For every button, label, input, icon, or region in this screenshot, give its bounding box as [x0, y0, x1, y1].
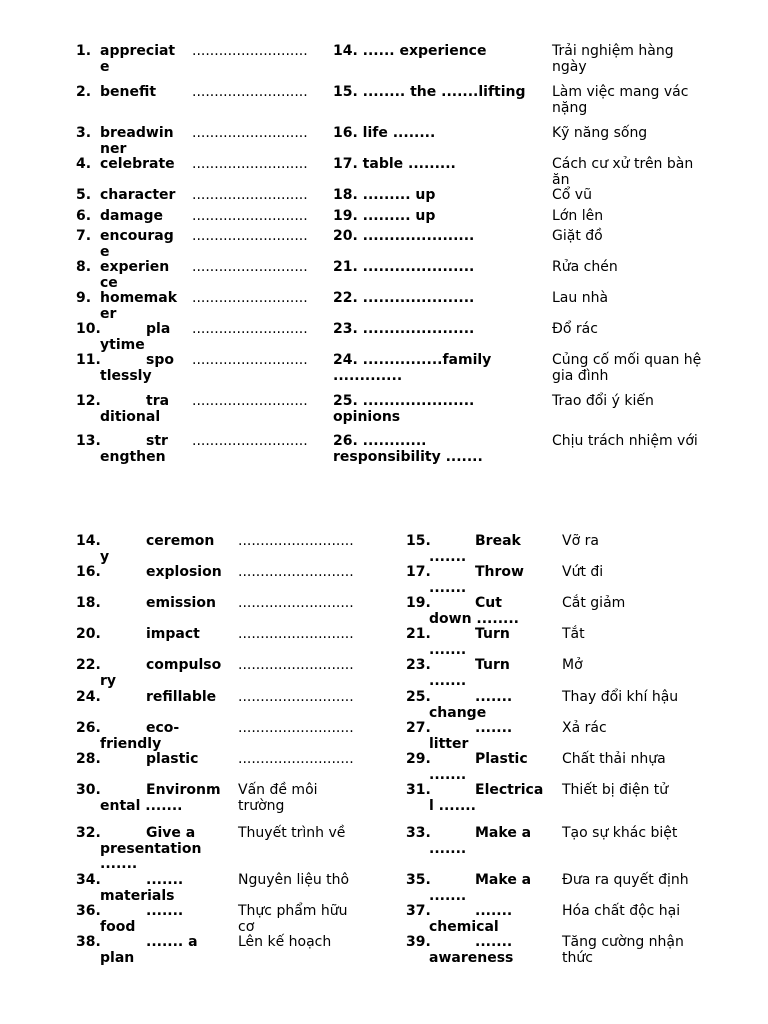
vocab-word: benefit: [100, 84, 157, 100]
meaning: Tăng cường nhận thức: [562, 934, 684, 966]
phrase: Make a .......: [429, 872, 532, 904]
item-number: 31.: [406, 782, 431, 798]
item-number: 30.: [76, 782, 101, 798]
item-number: 14.: [76, 533, 101, 549]
vocab-word: eco- friendly: [100, 720, 180, 752]
answer-blank: ..........................: [192, 352, 308, 368]
phrase: ....... change: [429, 689, 513, 721]
meaning: Chịu trách nhiệm với: [552, 433, 698, 449]
item-number: 28.: [76, 751, 101, 767]
item-number: 37.: [406, 903, 431, 919]
meaning: Cách cư xử trên bàn ăn: [552, 156, 694, 188]
meaning: Tạo sự khác biệt: [562, 825, 678, 841]
item-number: 17.: [406, 564, 431, 580]
item-number: 4.: [76, 156, 92, 172]
answer-blank: ..........................: [238, 533, 354, 549]
answer-blank: ..........................: [192, 259, 308, 275]
vocab-word: character: [100, 187, 176, 203]
meaning: Vứt đi: [562, 564, 604, 580]
item-number: 26.: [76, 720, 101, 736]
phrase: 23. .....................: [333, 321, 475, 337]
item-number: 36.: [76, 903, 101, 919]
item-number: 6.: [76, 208, 92, 224]
answer-blank: ..........................: [192, 433, 308, 449]
item-number: 1.: [76, 43, 92, 59]
vocab-word: celebrate: [100, 156, 175, 172]
item-number: 24.: [76, 689, 101, 705]
meaning: Mở: [562, 657, 583, 673]
phrase: 21. .....................: [333, 259, 475, 275]
meaning: Cắt giảm: [562, 595, 626, 611]
meaning: Đưa ra quyết định: [562, 872, 689, 888]
answer-blank: ..........................: [192, 84, 308, 100]
vocab-word: spo tlessly: [100, 352, 174, 384]
item-number: 20.: [76, 626, 101, 642]
meaning: Trải nghiệm hàng ngày: [552, 43, 674, 75]
vocab-word: emission: [146, 595, 216, 611]
item-number: 18.: [76, 595, 101, 611]
item-number: 7.: [76, 228, 92, 244]
item-number: 29.: [406, 751, 431, 767]
phrase: 20. .....................: [333, 228, 475, 244]
vocab-word: refillable: [146, 689, 217, 705]
meaning: Hóa chất độc hại: [562, 903, 681, 919]
item-number: 16.: [76, 564, 101, 580]
phrase: ....... chemical: [429, 903, 513, 935]
phrase: Throw .......: [429, 564, 524, 596]
vocab-word: tra ditional: [100, 393, 170, 425]
item-number: 33.: [406, 825, 431, 841]
item-number: 11.: [76, 352, 101, 368]
phrase: Turn .......: [429, 657, 510, 689]
answer-blank: ..........................: [238, 657, 354, 673]
meaning: Lớn lên: [552, 208, 604, 224]
answer-blank: ..........................: [238, 564, 354, 580]
item-number: 13.: [76, 433, 101, 449]
item-number: 5.: [76, 187, 92, 203]
phrase: Cut down ........: [429, 595, 519, 627]
phrase: 15. ........ the .......lifting: [333, 84, 526, 100]
answer-blank: ..........................: [192, 208, 308, 224]
vocab-word: impact: [146, 626, 200, 642]
phrase: Break .......: [429, 533, 521, 565]
item-number: 34.: [76, 872, 101, 888]
meaning: Giặt đồ: [552, 228, 603, 244]
meaning-mid: Nguyên liệu thô: [238, 872, 350, 888]
answer-blank: ..........................: [192, 187, 308, 203]
item-number: 19.: [406, 595, 431, 611]
meaning: Thay đổi khí hậu: [562, 689, 679, 705]
meaning: Chất thải nhựa: [562, 751, 666, 767]
vocab-word: ceremon y: [100, 533, 215, 565]
item-number: 9.: [76, 290, 92, 306]
item-number: 15.: [406, 533, 431, 549]
phrase: 17. table .........: [333, 156, 456, 172]
item-number: 32.: [76, 825, 101, 841]
meaning: Làm việc mang vác nặng: [552, 84, 689, 116]
item-number: 2.: [76, 84, 92, 100]
item-number: 39.: [406, 934, 431, 950]
meaning-mid: Vấn đề môi trường: [238, 782, 318, 814]
phrase: 14. ...... experience: [333, 43, 487, 59]
meaning: Tắt: [562, 626, 585, 642]
phrase: Turn .......: [429, 626, 510, 658]
phrase: 16. life ........: [333, 125, 436, 141]
phrase: ....... litter: [429, 720, 513, 752]
meaning: Củng cố mối quan hệ gia đình: [552, 352, 702, 384]
item-number: 3.: [76, 125, 92, 141]
vocab-word: encourag e: [100, 228, 174, 260]
item-number: 27.: [406, 720, 431, 736]
meaning: Thiết bị điện tử: [562, 782, 669, 798]
vocab-word: Give a presentation .......: [100, 825, 202, 872]
meaning-mid: Thực phẩm hữu cơ: [238, 903, 348, 935]
phrase: 24. ...............family .............: [333, 352, 492, 384]
meaning: Đổ rác: [552, 321, 598, 337]
item-number: 10.: [76, 321, 101, 337]
phrase: ....... awareness: [429, 934, 514, 966]
item-number: 23.: [406, 657, 431, 673]
vocab-word: breadwin ner: [100, 125, 174, 157]
phrase: 19. ......... up: [333, 208, 436, 224]
vocab-word: plastic: [146, 751, 199, 767]
vocab-word: homemak er: [100, 290, 178, 322]
answer-blank: ..........................: [238, 595, 354, 611]
phrase: 26. ............ responsibility .......: [333, 433, 483, 465]
item-number: 25.: [406, 689, 431, 705]
answer-blank: ..........................: [192, 156, 308, 172]
phrase: Plastic .......: [429, 751, 528, 783]
meaning: Rửa chén: [552, 259, 618, 275]
item-number: 21.: [406, 626, 431, 642]
answer-blank: ..........................: [238, 689, 354, 705]
meaning-mid: Lên kế hoạch: [238, 934, 332, 950]
phrase: 18. ......... up: [333, 187, 436, 203]
item-number: 35.: [406, 872, 431, 888]
meaning: Vỡ ra: [562, 533, 599, 549]
phrase: 25. ..................... opinions: [333, 393, 475, 425]
meaning: Xả rác: [562, 720, 607, 736]
meaning: Kỹ năng sống: [552, 125, 648, 141]
vocab-word: compulso ry: [100, 657, 222, 689]
answer-blank: ..........................: [192, 290, 308, 306]
answer-blank: ..........................: [238, 751, 354, 767]
vocab-word: damage: [100, 208, 164, 224]
answer-blank: ..........................: [192, 321, 308, 337]
vocab-word: Environm ental .......: [100, 782, 221, 814]
meaning: Cổ vũ: [552, 187, 592, 203]
phrase: Make a .......: [429, 825, 532, 857]
vocab-word: ....... materials: [100, 872, 184, 904]
item-number: 8.: [76, 259, 92, 275]
answer-blank: ..........................: [238, 720, 354, 736]
vocab-word: appreciat e: [100, 43, 176, 75]
vocab-word: ....... food: [100, 903, 184, 935]
vocab-word: pla ytime: [100, 321, 171, 353]
vocab-word: str engthen: [100, 433, 168, 465]
answer-blank: ..........................: [192, 393, 308, 409]
item-number: 22.: [76, 657, 101, 673]
phrase: Electrica l .......: [429, 782, 544, 814]
meaning: Trao đổi ý kiến: [552, 393, 654, 409]
answer-blank: ..........................: [192, 228, 308, 244]
vocab-word: explosion: [146, 564, 222, 580]
answer-blank: ..........................: [192, 125, 308, 141]
meaning-mid: Thuyết trình về: [238, 825, 346, 841]
vocab-word: experien ce: [100, 259, 170, 291]
answer-blank: ..........................: [238, 626, 354, 642]
meaning: Lau nhà: [552, 290, 609, 306]
item-number: 12.: [76, 393, 101, 409]
item-number: 38.: [76, 934, 101, 950]
vocab-word: ....... a plan: [100, 934, 198, 966]
answer-blank: ..........................: [192, 43, 308, 59]
phrase: 22. .....................: [333, 290, 475, 306]
